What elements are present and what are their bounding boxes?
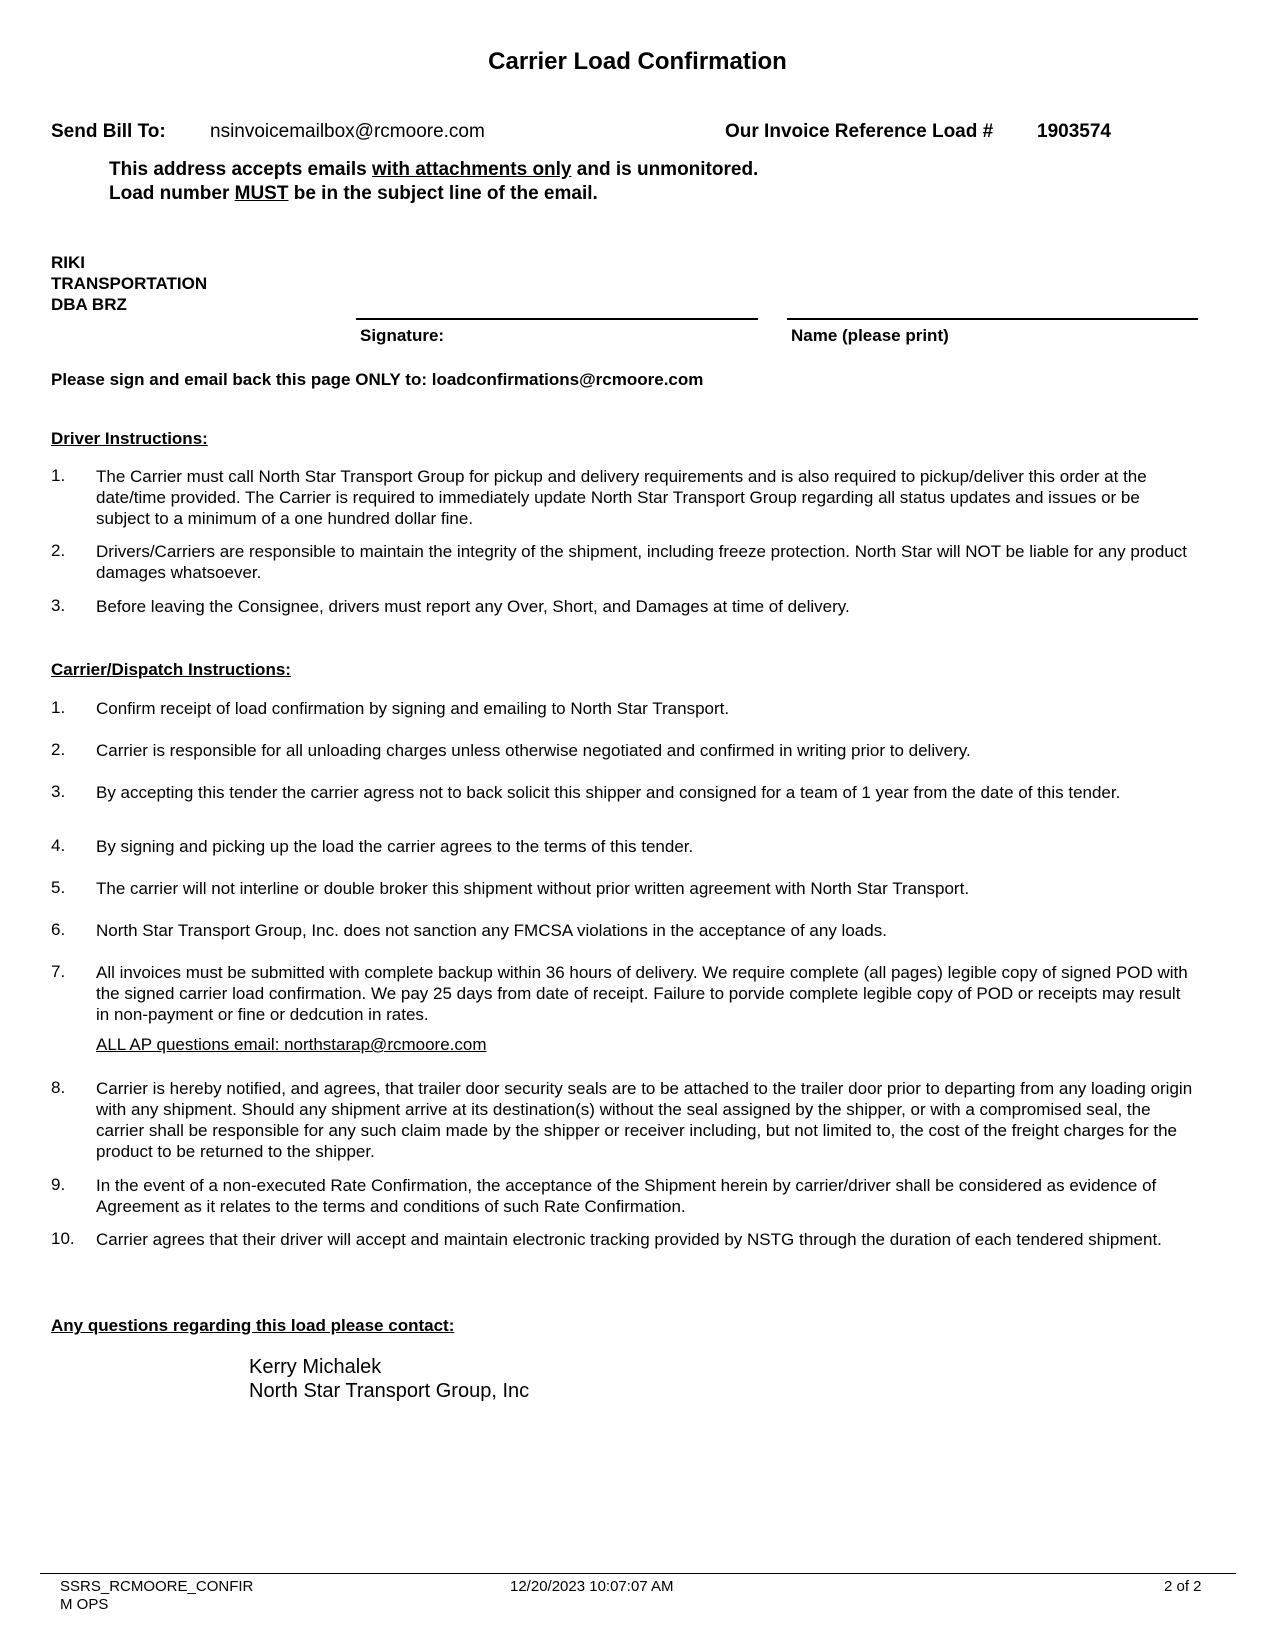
page-title: Carrier Load Confirmation [488,48,787,75]
footer-divider [40,1573,1236,1574]
dispatch-item-text: The carrier will not interline or double broker this shipment without prior written agreement with North Star Transport. [96,879,970,898]
dispatch-item-text: In the event of a non-executed Rate Confirmation, the acceptance of the Shipment herein by carrier/driver shall be considered as evidence of Agreement as it relates to the terms and conditions of such Rate Confirmation. [96,1176,1157,1216]
send-bill-to-label: Send Bill To: [51,121,166,142]
carrier-name-line-2: TRANSPORTATION [51,274,208,293]
ap-questions-email: ALL AP questions email: northstarap@rcmoore.com [96,1035,487,1054]
dispatch-item-text: By signing and picking up the load the carrier agrees to the terms of this tender. [96,837,694,856]
dispatch-item-text: All invoices must be submitted with complete backup within 36 hours of delivery. We require complete (all pages) legible copy of signed POD with the signed carrier load confirmation. We pay 25 days from date of receipt. Failure to porvide complete legible copy of POD or receipts may result in non-payment or fine or dedcution in rates. [96,963,1188,1024]
dispatch-item-number: 5. [51,878,66,897]
dispatch-item-number: 2. [51,740,66,759]
driver-item-number: 3. [51,596,66,615]
footer-report-name: SSRS_RCMOORE_CONFIR M OPS [60,1578,254,1613]
dispatch-item-number: 6. [51,920,66,939]
email-note-line-2: Load number MUST be in the subject line of the email. [109,183,598,204]
driver-item-text: Before leaving the Consignee, drivers must report any Over, Short, and Damages at time of delivery. [96,597,850,616]
dispatch-item-number: 7. [51,962,66,981]
invoice-reference-label: Our Invoice Reference Load # [725,121,994,142]
dispatch-item-text: North Star Transport Group, Inc. does not sanction any FMCSA violations in the acceptance of any loads. [96,921,887,940]
signature-label: Signature: [360,326,445,345]
signature-line [356,318,758,320]
bill-to-email: nsinvoicemailbox@rcmoore.com [210,121,485,142]
contact-name: Kerry Michalek [249,1356,382,1378]
sign-instruction: Please sign and email back this page ONLY to: loadconfirmations@rcmoore.com [51,370,704,389]
driver-instructions-heading: Driver Instructions: [51,429,208,448]
dispatch-item-text: By accepting this tender the carrier agress not to back solicit this shipper and consigned for a team of 1 year from the date of this tender. [96,783,1121,802]
dispatch-item-number: 1. [51,698,66,717]
carrier-name-line-1: RIKI [51,253,85,272]
carrier-name-line-3: DBA BRZ [51,295,127,314]
driver-item-number: 1. [51,466,66,485]
dispatch-instructions-heading: Carrier/Dispatch Instructions: [51,660,291,679]
dispatch-item-number: 10. [51,1229,75,1248]
dispatch-item-text: Carrier is responsible for all unloading charges unless otherwise negotiated and confirmed in writing prior to delivery. [96,741,971,760]
driver-item-text: Drivers/Carriers are responsible to maintain the integrity of the shipment, including freeze protection. North Star will NOT be liable for any product damages whatsoever. [96,542,1188,582]
dispatch-item-number: 4. [51,836,66,855]
dispatch-item-number: 8. [51,1078,66,1097]
email-note-line-1: This address accepts emails with attachments only and is unmonitored. [109,159,759,180]
name-print-label: Name (please print) [791,326,949,345]
dispatch-item-number: 9. [51,1175,66,1194]
dispatch-item-text: Carrier is hereby notified, and agrees, that trailer door security seals are to be attached to the trailer door prior to departing from any loading origin with any shipment. Should any shipment arrive at its destination(s) without the seal assigned by the shipper, or with a compromised seal, the carrier shall be responsible for any such claim made by the shipper or receiver including, but not limited to, the cost of the freight charges for the product to be returned to the shipper. [96,1079,1193,1161]
dispatch-item-number: 3. [51,782,66,801]
contact-heading: Any questions regarding this load please contact: [51,1316,455,1335]
footer-timestamp: 12/20/2023 10:07:07 AM [510,1578,674,1595]
dispatch-item-text: Confirm receipt of load confirmation by signing and emailing to North Star Transport. [96,699,730,718]
footer-page-number: 2 of 2 [1164,1578,1202,1595]
name-print-line [787,318,1198,320]
invoice-reference-number: 1903574 [1037,121,1111,142]
driver-item-number: 2. [51,541,66,560]
contact-company: North Star Transport Group, Inc [249,1380,530,1402]
driver-item-text: The Carrier must call North Star Transport Group for pickup and delivery requirements and is also required to pickup/deliver this order at the date/time provided. The Carrier is required to immediately update North Star Transport Group regarding all status updates and issues or be subject to a minimum of a one hundred dollar fine. [96,467,1147,528]
dispatch-item-text: Carrier agrees that their driver will accept and maintain electronic tracking provided by NSTG through the duration of each tendered shipment. [96,1230,1162,1249]
